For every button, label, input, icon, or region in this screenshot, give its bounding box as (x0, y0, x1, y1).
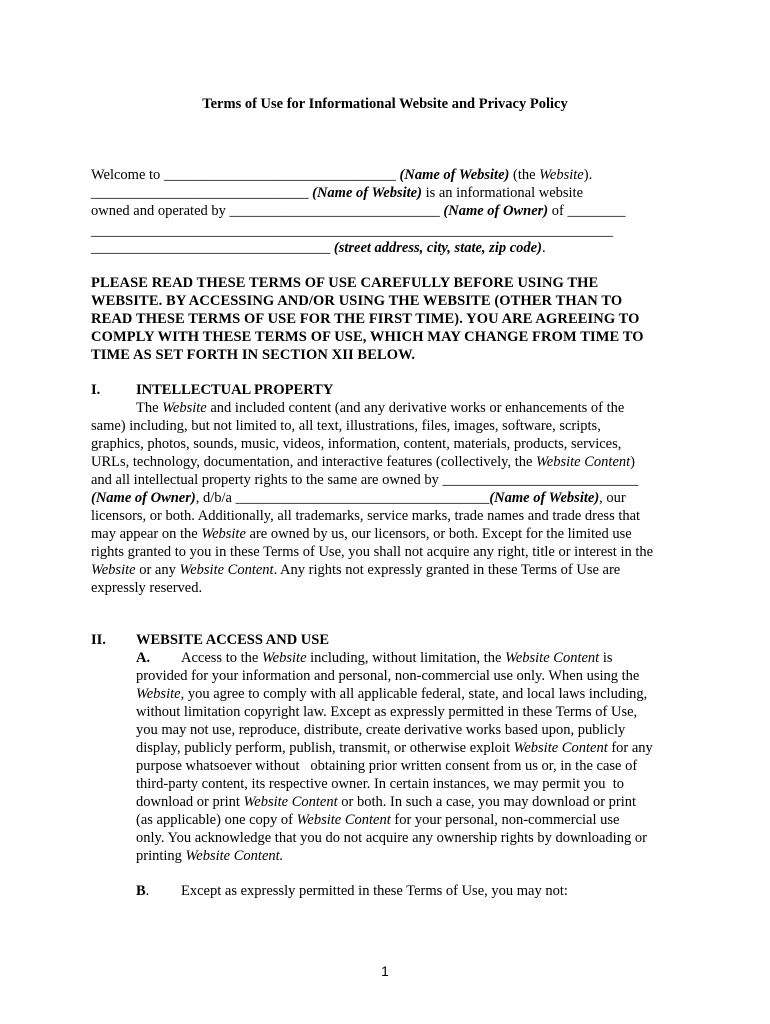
body-text: download or print (136, 794, 244, 810)
placeholder-owner-name: (Name of Owner) (91, 490, 196, 506)
placeholder-website-name: (Name of Website) (489, 490, 600, 506)
placeholder-owner-name: (Name of Owner) (443, 203, 549, 219)
section-1-line: expressly reserved. (91, 580, 203, 596)
page-number: 1 (381, 963, 389, 979)
intro-line-5 (91, 239, 546, 257)
section-1-line: and all intellectual property rights to the same are owned by ___________________________ (91, 472, 639, 488)
intro-line-2 (91, 184, 583, 202)
defined-term: Website Content (513, 740, 608, 756)
section-1-number: I. (91, 382, 101, 398)
section-1-line: licensors, or both. Additionally, all trademarks, service marks, trade names and trade dress that (91, 508, 641, 524)
intro-line-4: ________________________________________________________________________ (91, 223, 613, 239)
document-title: Terms of Use for Informational Website and Privacy Policy (202, 96, 568, 112)
body-text: URLs, technology, documentation, and interactive features (collectively, the (91, 454, 537, 470)
body-text: Access to the (181, 650, 262, 666)
body-text: may appear on the (91, 526, 202, 542)
section-1-heading: INTELLECTUAL PROPERTY (136, 382, 334, 398)
body-text: . Any rights not expressly granted in these Terms of Use are (273, 562, 621, 578)
intro-text: (the (509, 167, 540, 183)
body-text: or both. In such a case, you may download or print (337, 794, 637, 810)
defined-term: Website Content (296, 812, 391, 828)
defined-term: Website Content (505, 650, 600, 666)
section-1-line (91, 561, 620, 579)
subsection-a-line: only. You acknowledge that you do not acquire any ownership rights by downloading or (136, 830, 647, 846)
defined-term: Website (136, 686, 181, 702)
body-text: , you agree to comply with all applicable federal, state, and local laws including, (180, 686, 648, 702)
intro-text: is an informational website (421, 185, 584, 201)
notice-line: PLEASE READ THESE TERMS OF USE CAREFULLY BEFORE USING THE (91, 275, 599, 291)
notice-line: COMPLY WITH THESE TERMS OF USE, WHICH MAY CHANGE FROM TIME TO (91, 329, 644, 345)
notice-line: TIME AS SET FORTH IN SECTION XII BELOW. (91, 347, 416, 363)
body-text: for any (607, 740, 653, 756)
body-text: printing (136, 848, 186, 864)
subsection-a-line (136, 847, 283, 865)
body-text: are owned by us, our licensors, or both. Except for the limited use (245, 526, 632, 542)
body-text: The (136, 400, 163, 416)
subsection-a-line (136, 739, 653, 757)
section-1-line: same) including, but not limited to, all text, illustrations, files, images, software, scripts, (91, 418, 601, 434)
subsection-b-label (136, 882, 149, 900)
intro-line-1 (91, 166, 592, 184)
blank-field: ______________________________ (91, 185, 313, 201)
section-2-heading: WEBSITE ACCESS AND USE (136, 632, 330, 648)
section-1-line (136, 399, 624, 417)
section-1-line: graphics, photos, sounds, music, videos, information, content, materials, products, services, (91, 436, 622, 452)
body-text: (as applicable) one copy of (136, 812, 297, 828)
subsection-b-line: Except as expressly permitted in these Terms of Use, you may not: (181, 883, 568, 899)
body-text: or any (135, 562, 180, 578)
subsection-a-label: A. (136, 650, 151, 666)
intro-text: . (541, 240, 546, 256)
defined-term: Website Content (179, 562, 274, 578)
subsection-b-dot: . (145, 883, 150, 899)
subsection-a-line: provided for your information and personal, non-commercial use only. When using the (136, 668, 640, 684)
section-2-number: II. (91, 632, 106, 648)
intro-line-3 (91, 202, 625, 220)
subsection-a-line (136, 793, 636, 811)
defined-term: Website Content (243, 794, 338, 810)
body-text: ) (630, 454, 635, 470)
body-text: display, publicly perform, publish, transmit, or otherwise exploit (136, 740, 514, 756)
blank-field: _________________________________ (91, 240, 334, 256)
subsection-a-line (136, 811, 619, 829)
notice-line: WEBSITE. BY ACCESSING AND/OR USING THE WEBSITE (OTHER THAN TO (91, 293, 623, 309)
subsection-b-letter: B (136, 883, 146, 899)
section-1-line: rights granted to you in these Terms of Use, you shall not acquire any right, title or interest in the (91, 544, 654, 560)
body-text: and included content (and any derivative works or enhancements of the (206, 400, 625, 416)
defined-term: Website (261, 650, 307, 666)
section-1-line (91, 489, 626, 507)
subsection-a-line (181, 649, 612, 667)
subsection-a-line (136, 685, 647, 703)
subsection-a-line: purpose whatsoever without obtaining prior written consent from us or, in the case of (136, 758, 638, 774)
defined-term: Website (539, 167, 584, 183)
body-text: is (599, 650, 613, 666)
subsection-a-line: you may not use, reproduce, distribute, create derivative works based upon, publicly (136, 722, 626, 738)
placeholder-address: (street address, city, state, zip code) (333, 240, 542, 256)
defined-term: Website (201, 526, 246, 542)
placeholder-website-name: (Name of Website) (312, 185, 422, 201)
intro-text: owned and operated by _____________________________ (91, 203, 444, 219)
body-text: for your personal, non-commercial use (390, 812, 620, 828)
section-1-line (91, 453, 635, 471)
intro-text: of ________ (548, 203, 626, 219)
section-1-line (91, 525, 632, 543)
intro-text: ). (583, 167, 593, 183)
body-text: including, without limitation, the (306, 650, 506, 666)
defined-term: Website Content. (185, 848, 284, 864)
defined-term: Website (162, 400, 207, 416)
intro-text: Welcome to ________________________________ (91, 167, 400, 183)
defined-term: Website (91, 562, 136, 578)
placeholder-website-name: (Name of Website) (399, 167, 510, 183)
defined-term: Website Content (536, 454, 631, 470)
body-text: , our (599, 490, 626, 506)
subsection-a-line: without limitation copyright law. Except as expressly permitted in these Terms of Use, (136, 704, 638, 720)
body-text: , d/b/a ___________________________________ (195, 490, 490, 506)
subsection-a-line: third-party content, its respective owner. In certain instances, we may permit you to (136, 776, 625, 792)
notice-line: READ THESE TERMS OF USE FOR THE FIRST TIME). YOU ARE AGREEING TO (91, 311, 640, 327)
